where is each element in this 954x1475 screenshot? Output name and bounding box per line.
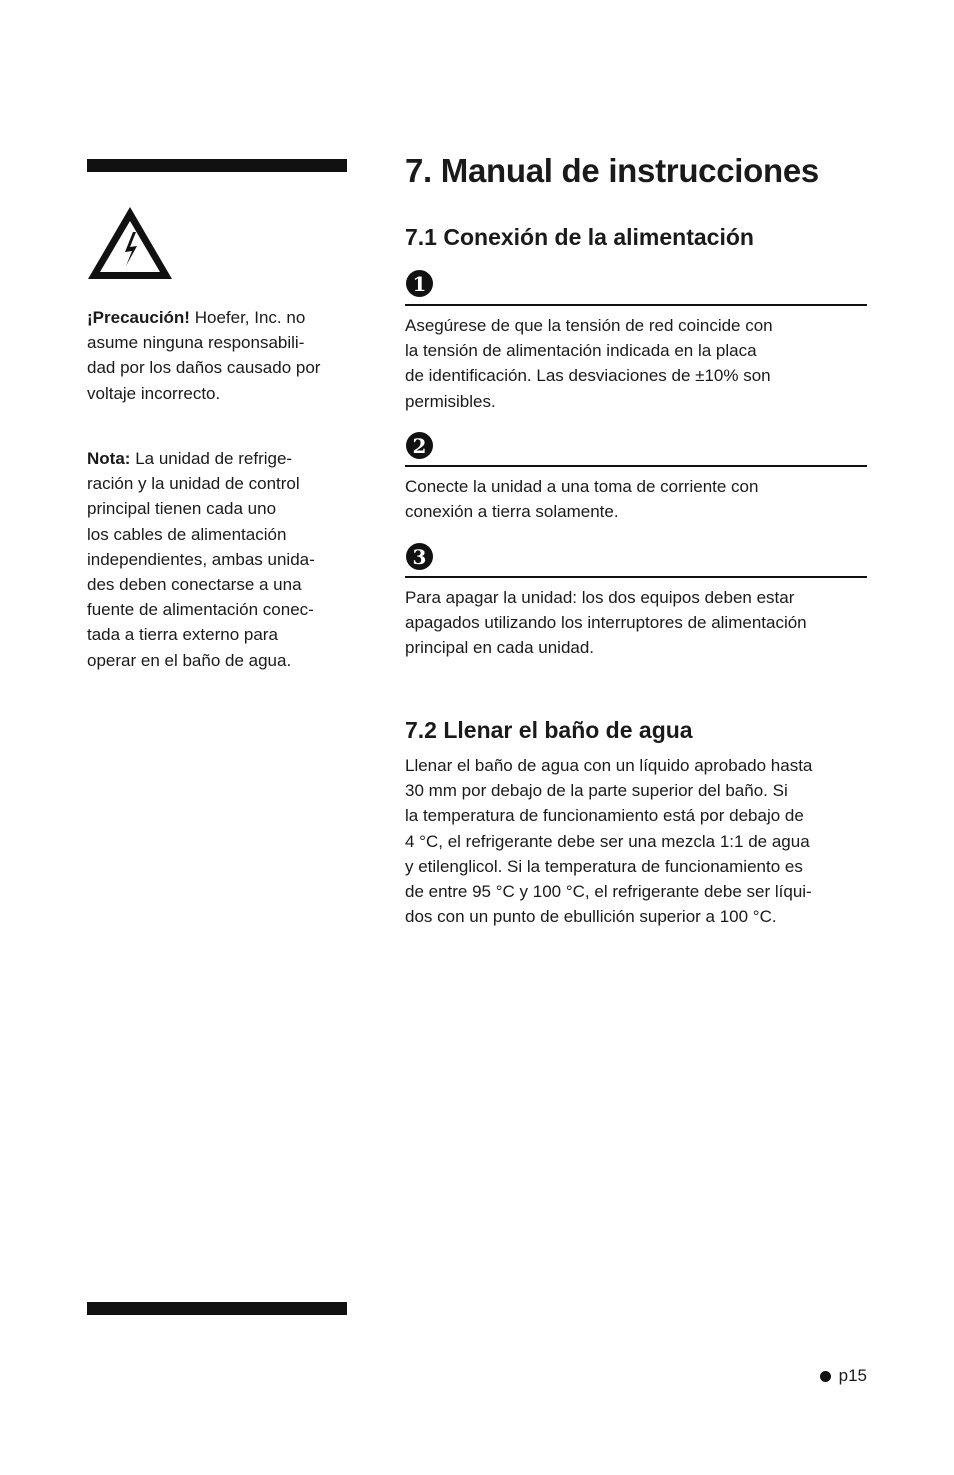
water-bath-line: y etilenglicol. Si la temperatura de funcionamiento es — [405, 856, 803, 876]
step-1-line: Asegúrese de que la tensión de red coincide con — [405, 316, 773, 335]
caution-text-line: voltaje incorrecto. — [87, 383, 221, 403]
sidebar-top-rule — [87, 159, 347, 172]
step-2-line: Conecte la unidad a una toma de corriente con — [405, 477, 759, 496]
section-heading-water-bath: 7.2 Llenar el baño de agua — [405, 717, 693, 743]
note-text-line: tada a tierra externo para — [87, 625, 278, 645]
note-text-line: principal tienen cada uno — [87, 499, 277, 519]
page-title: 7. Manual de instrucciones — [405, 152, 819, 189]
note-text-line: ración y la unidad de control — [87, 474, 300, 494]
sidebar-bottom-rule — [87, 1302, 347, 1315]
water-bath-line: Llenar el baño de agua con un líquido aprobado hasta — [405, 756, 813, 775]
step-3-number-icon: 3 — [406, 543, 433, 570]
step-3-line: apagados utilizando los interruptores de alimentación — [405, 613, 807, 633]
page-number: p15 — [838, 1366, 867, 1385]
water-bath-line: la temperatura de funcionamiento está por debajo de — [405, 806, 804, 826]
step-divider — [405, 465, 867, 467]
step-1-line: la tensión de alimentación indicada en la placa — [405, 341, 757, 361]
electrical-hazard-icon — [85, 204, 175, 282]
step-1-line: permisibles. — [405, 391, 496, 411]
step-2-line: conexión a tierra solamente. — [405, 502, 619, 522]
water-bath-line: 30 mm por debajo de la parte superior del baño. Si — [405, 781, 788, 801]
step-3-line: principal en cada unidad. — [405, 638, 595, 658]
step-3-line: Para apagar la unidad: los dos equipos deben estar — [405, 588, 795, 607]
step-1-text — [405, 313, 773, 414]
water-bath-text — [405, 753, 812, 929]
water-bath-line: de entre 95 °C y 100 °C, el refrigerante debe ser líqui- — [405, 882, 812, 902]
note-text-line: los cables de alimentación — [87, 524, 287, 544]
water-bath-line: 4 °C, el refrigerante debe ser una mezcla 1:1 de agua — [405, 831, 810, 851]
note-label: Nota: — [87, 449, 131, 468]
note-text-line: La unidad de refrige- — [135, 449, 293, 468]
step-1-line: de identificación. Las desviaciones de ±10% son — [405, 366, 771, 386]
info-note — [87, 446, 349, 673]
water-bath-line: dos con un punto de ebullición superior a 100 °C. — [405, 907, 777, 927]
caution-text-line: Hoefer, Inc. no — [194, 308, 306, 327]
page-footer — [820, 1366, 867, 1386]
step-2-number-icon: 2 — [406, 432, 433, 459]
step-3-text — [405, 585, 807, 661]
step-1-number-icon: 1 — [406, 270, 433, 297]
step-divider — [405, 576, 867, 578]
caution-text-line: asume ninguna responsabili- — [87, 333, 305, 353]
section-heading-power: 7.1 Conexión de la alimentación — [405, 224, 754, 250]
note-text-line: independientes, ambas unida- — [87, 549, 315, 569]
step-2-text — [405, 474, 758, 524]
caution-text-line: dad por los daños causado por — [87, 358, 321, 378]
bullet-icon — [820, 1371, 831, 1382]
note-text-line: fuente de alimentación conec- — [87, 600, 314, 620]
caution-note — [87, 305, 349, 406]
note-text-line: des deben conectarse a una — [87, 575, 302, 595]
note-text-line: operar en el baño de agua. — [87, 650, 292, 670]
step-divider — [405, 304, 867, 306]
caution-label: ¡Precaución! — [87, 308, 190, 327]
